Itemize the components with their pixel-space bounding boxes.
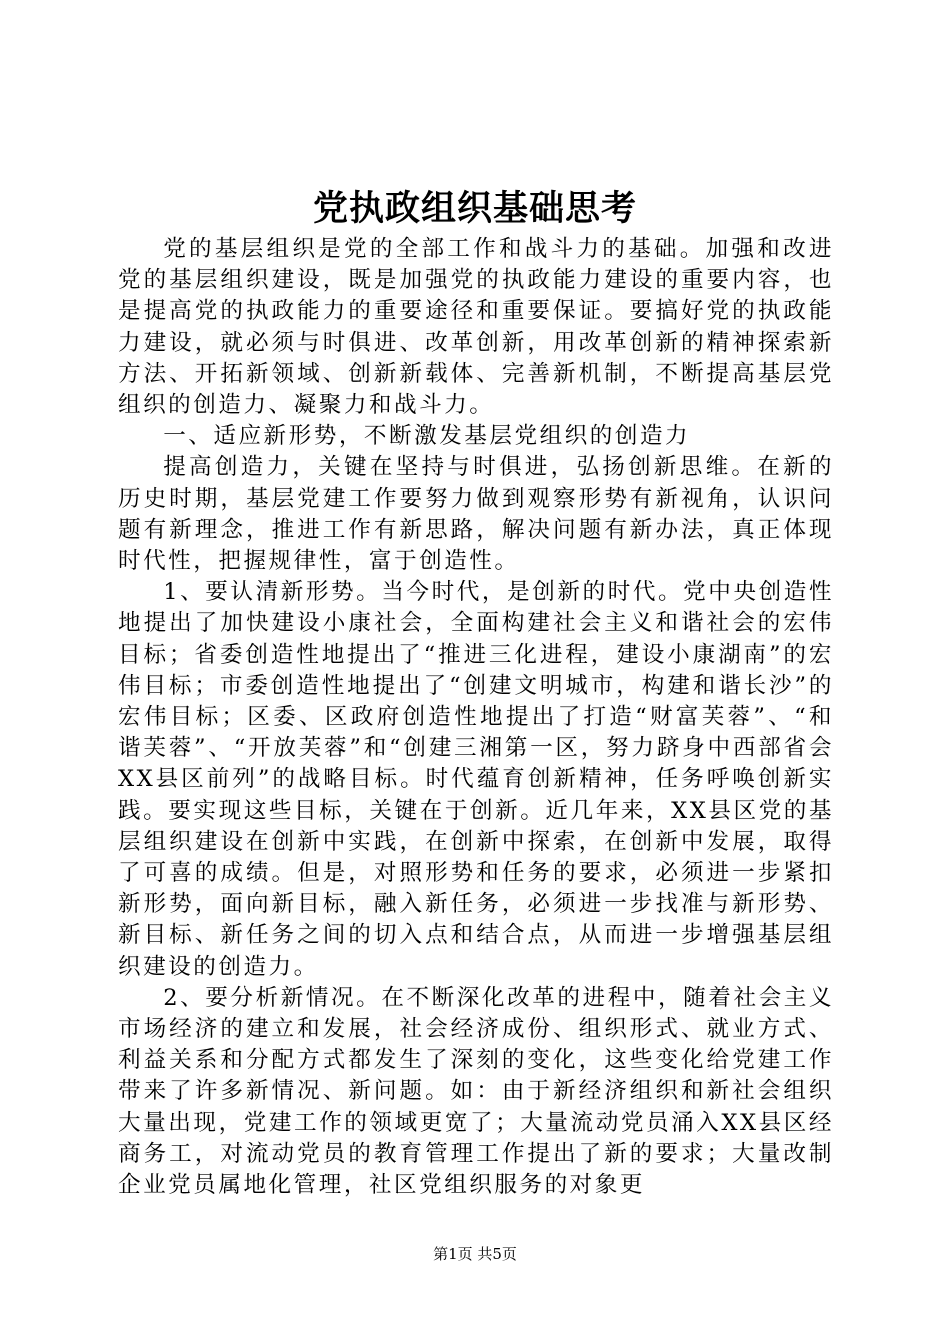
document-title: 党执政组织基础思考 bbox=[312, 188, 637, 229]
page-footer: 第1页 共5页 bbox=[433, 1245, 517, 1263]
section-heading: 一、适应新形势，不断激发基层党组织的创造力 bbox=[163, 423, 691, 450]
paragraph-creativity: 提高创造力，关键在坚持与时俱进，弘扬创新思维。在新的历史时期，基层党建工作要努力做到观察形势有新视角，认识问题有新理念，推进工作有新思路，解决问题有新办法，真正体现时代性，把握规律性，富于创造性。 bbox=[118, 454, 834, 575]
paragraph-point-2: 2、要分析新情况。在不断深化改革的进程中，随着社会主义市场经济的建立和发展，社会经济成份、组织形式、就业方式、利益关系和分配方式都发生了深刻的变化，这些变化给党建工作带来了许多新情况、新问题。如：由于新经济组织和新社会组织大量出现，党建工作的领域更宽了；大量流动党员涌入XX县区经商务工，对流动党员的教育管理工作提出了新的要求；大量改制企业党员属地化管理，社区党组织服务的对象更 bbox=[118, 984, 834, 1199]
paragraph-point-1: 1、要认清新形势。当今时代，是创新的时代。党中央创造性地提出了加快建设小康社会，全面构建社会主义和谐社会的宏伟目标；省委创造性地提出了“推进三化进程，建设小康湖南”的宏伟目标；市委创造性地提出了“创建文明城市，构建和谐长沙”的宏伟目标；区委、区政府创造性地提出了打造“财富芙蓉”、“和谐芙蓉”、“开放芙蓉”和“创建三湘第一区，努力跻身中西部省会XX县区前列”的战略目标。时代蕴育创新精神，任务呼唤创新实践。要实现这些目标，关键在于创新。近几年来，XX县区党的基层组织建设在创新中实践，在创新中探索，在创新中发展，取得了可喜的成绩。但是，对照形势和任务的要求，必须进一步紧扣新形势，面向新目标，融入新任务，必须进一步找准与新形势、新目标、新任务之间的切入点和结合点，从而进一步增强基层组织建设的创造力。 bbox=[118, 579, 834, 980]
paragraph-intro: 党的基层组织是党的全部工作和战斗力的基础。加强和改进党的基层组织建设，既是加强党的执政能力建设的重要内容，也是提高党的执政能力的重要途径和重要保证。要搞好党的执政能力建设，就必须与时俱进、改革创新，用改革创新的精神探索新方法、开拓新领域、创新新载体、完善新机制，不断提高基层党组织的创造力、凝聚力和战斗力。 bbox=[118, 236, 834, 419]
document-body bbox=[118, 234, 834, 1201]
